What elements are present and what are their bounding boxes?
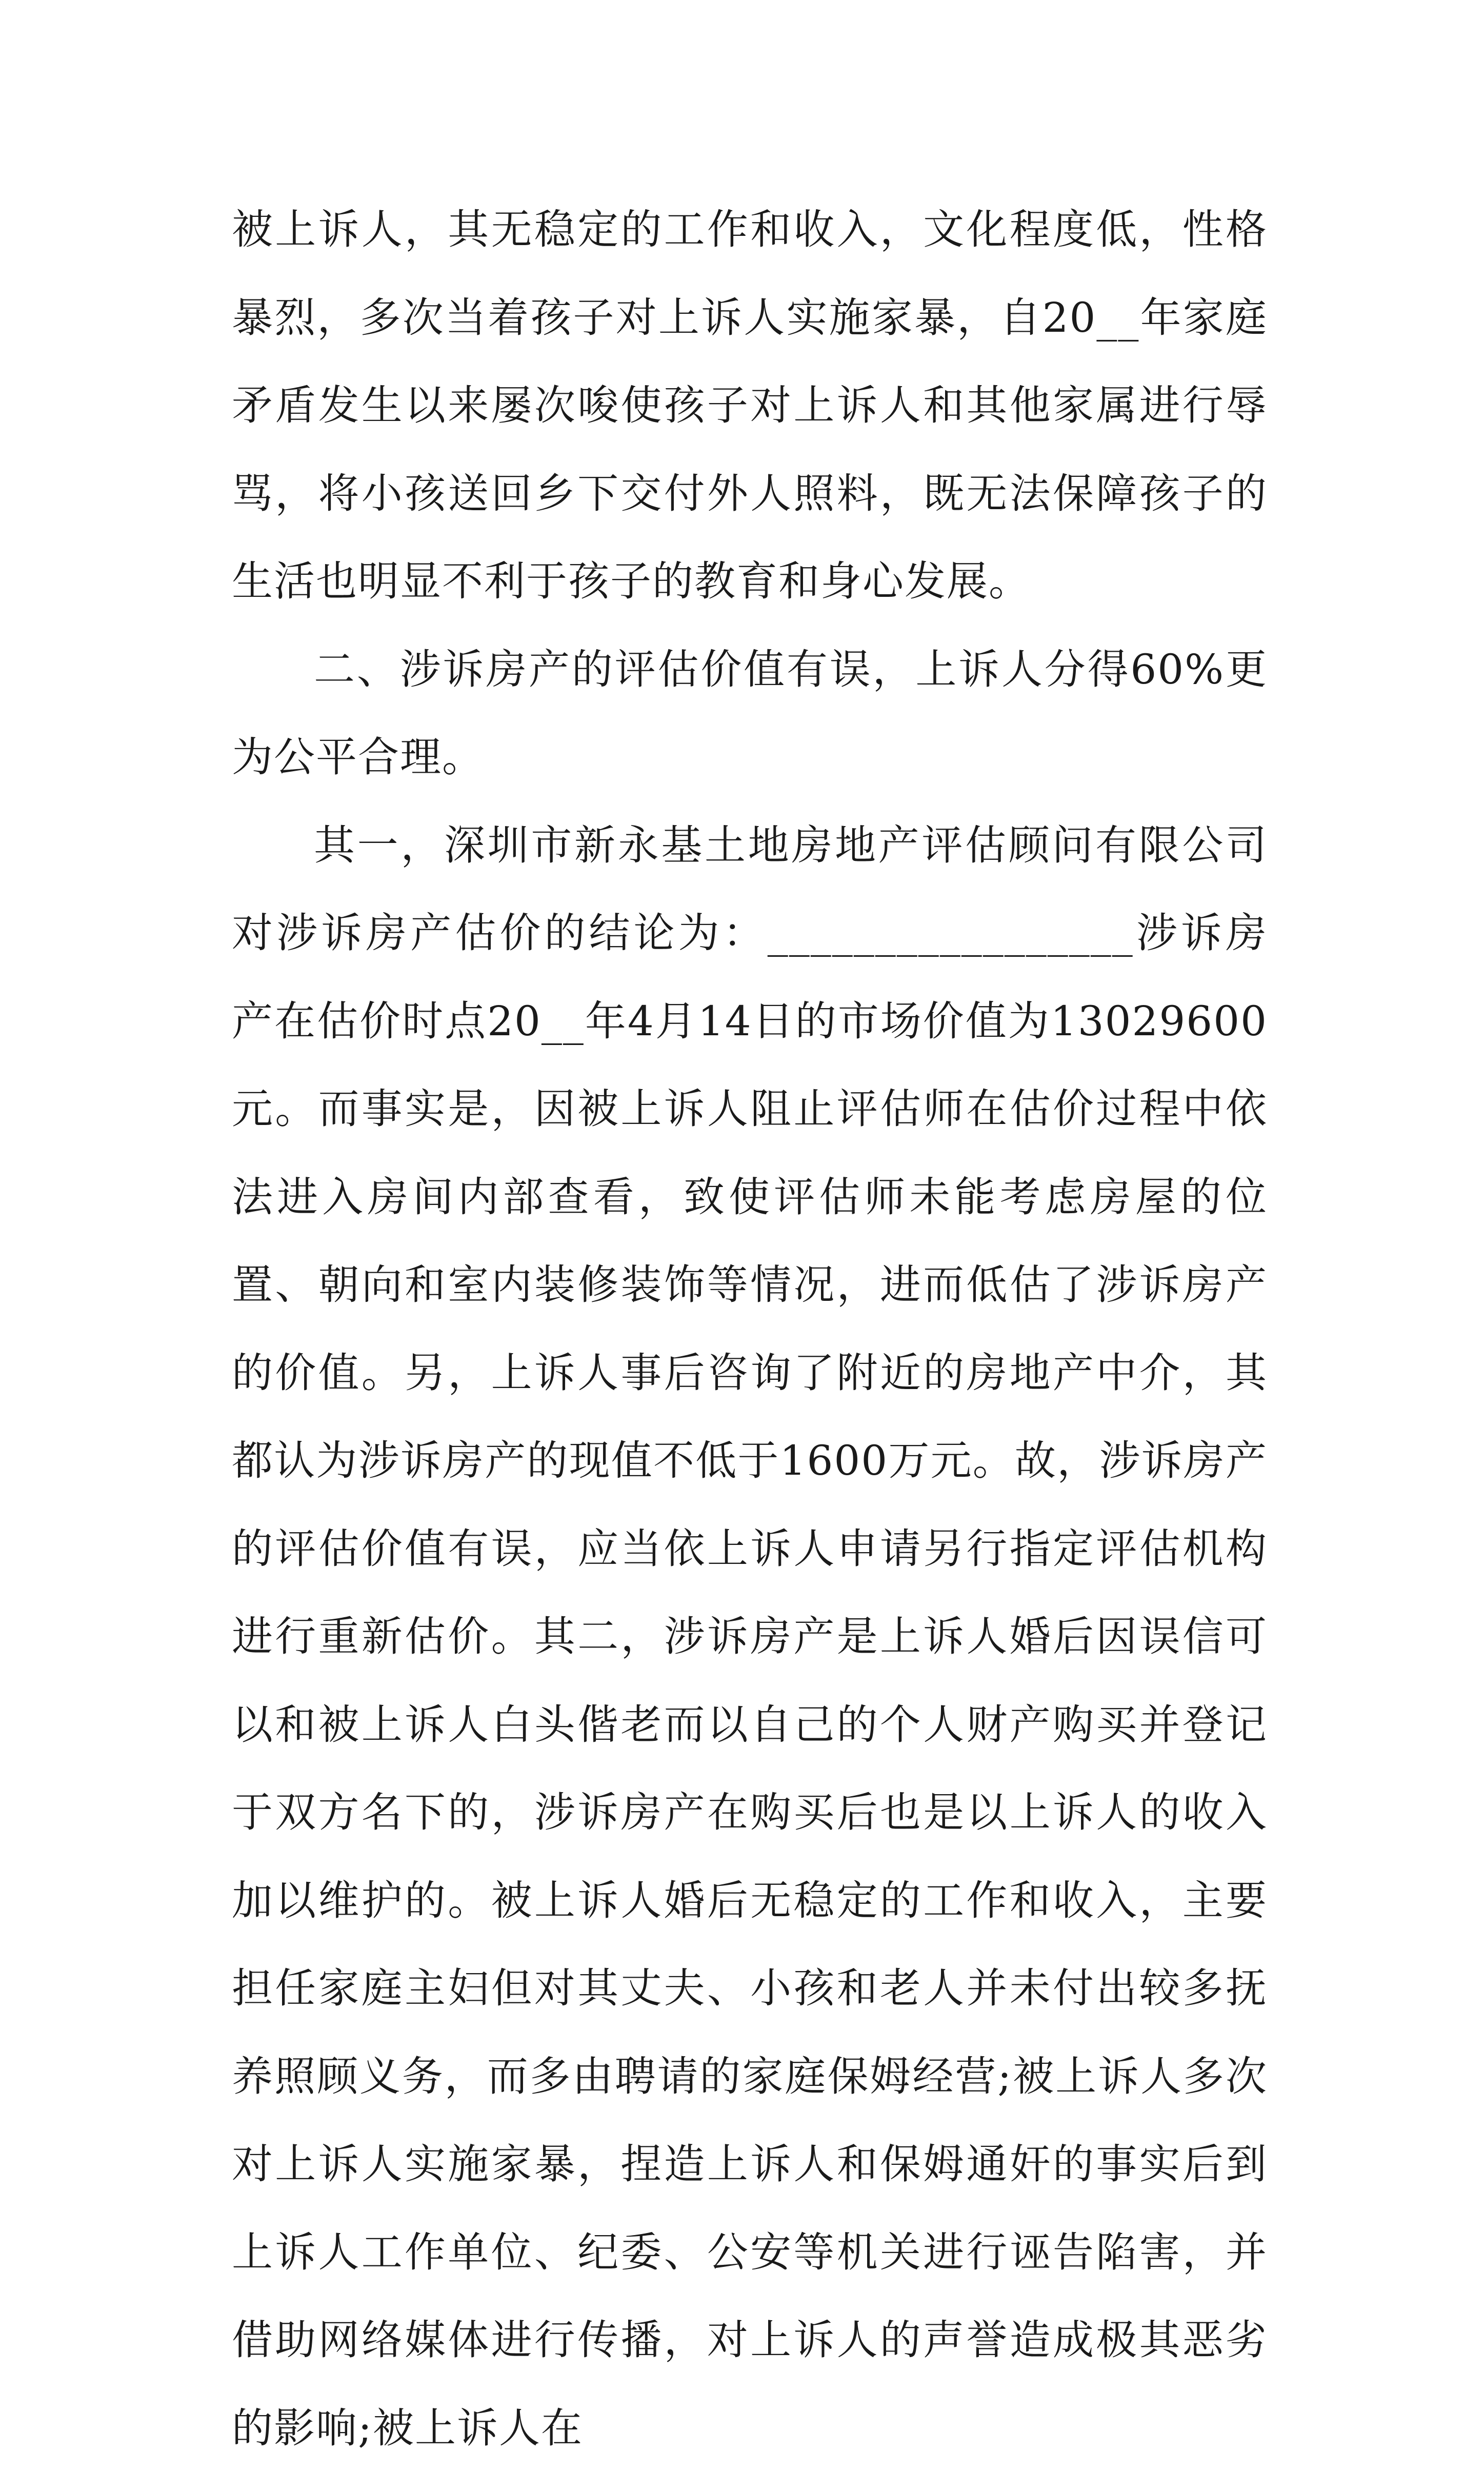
paragraph-1: 被上诉人，其无稳定的工作和收入，文化程度低，性格暴烈，多次当着孩子对上诉人实施家暴，自20__年家庭矛盾发生以来屡次唆使孩子对上诉人和其他家属进行辱骂，将小孩送回乡下交付外人照料，既无法保障孩子的生活也明显不利于孩子的教育和身心发展。 (232, 186, 1268, 626)
paragraph-3: 其一，深圳市新永基土地房地产评估顾问有限公司对涉诉房产估价的结论为：_________________涉诉房产在估价时点20__年4月14日的市场价值为13029600元。而事实是，因被上诉人阻止评估师在估价过程中依法进入房间内部查看，致使评估师未能考虑房屋的位置、朝向和室内装修装饰等情况，进而低估了涉诉房产的价值。另，上诉人事后咨询了附近的房地产中介，其都认为涉诉房产的现值不低于1600万元。故，涉诉房产的评估价值有误，应当依上诉人申请另行指定评估机构进行重新估价。其二，涉诉房产是上诉人婚后因误信可以和被上诉人白头偕老而以自己的个人财产购买并登记于双方名下的，涉诉房产在购买后也是以上诉人的收入加以维护的。被上诉人婚后无稳定的工作和收入，主要担任家庭主妇但对其丈夫、小孩和老人并未付出较多抚养照顾义务，而多由聘请的家庭保姆经营;被上诉人多次对上诉人实施家暴，捏造上诉人和保姆通奸的事实后到上诉人工作单位、纪委、公安等机关进行诬告陷害，并借助网络媒体进行传播，对上诉人的声誉造成极其恶劣的影响;被上诉人在 (232, 801, 1268, 2472)
document-body (232, 186, 1268, 2472)
paragraph-2: 二、涉诉房产的评估价值有误，上诉人分得60%更为公平合理。 (232, 626, 1268, 801)
